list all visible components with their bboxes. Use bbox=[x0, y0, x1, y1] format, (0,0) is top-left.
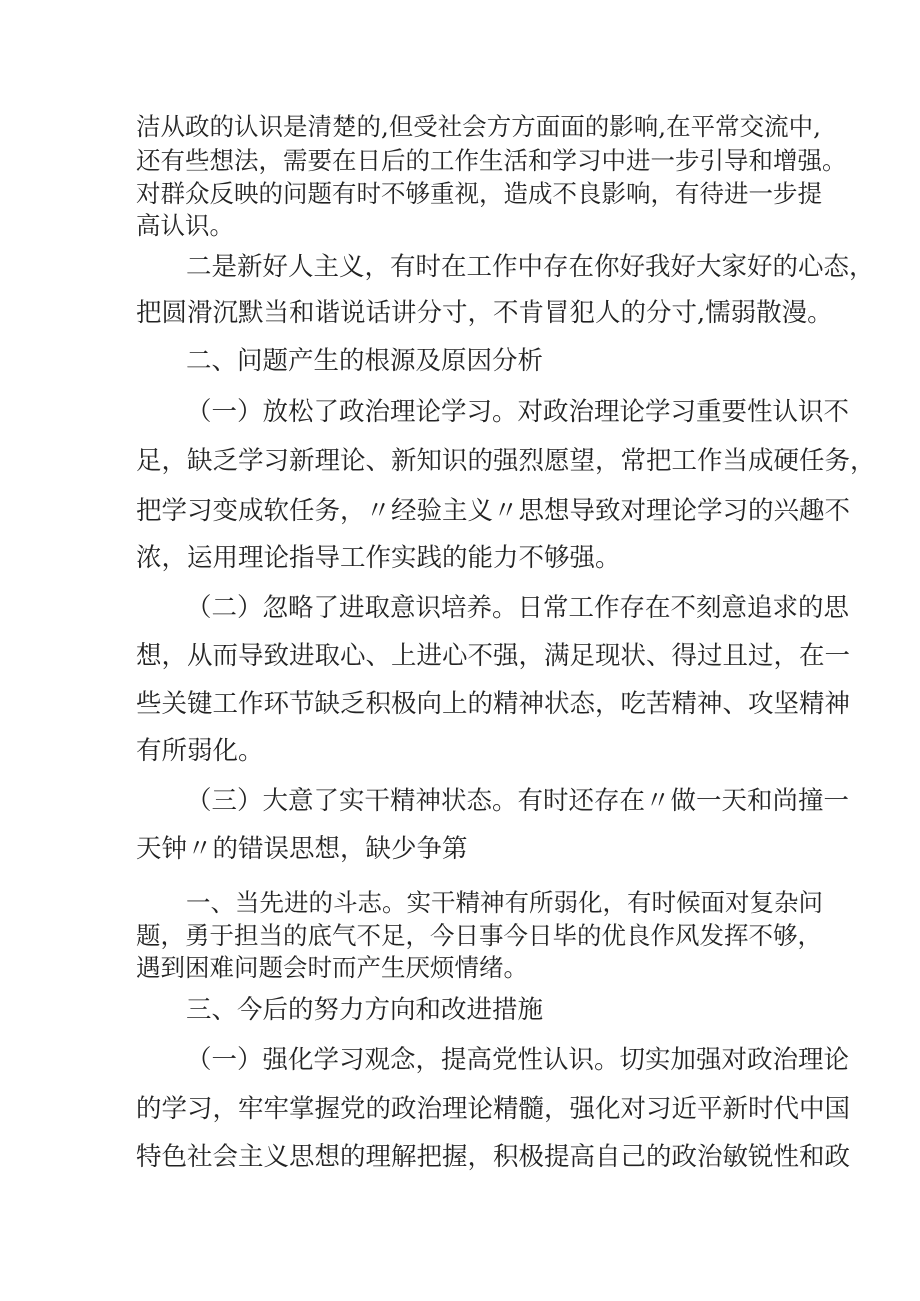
paragraph-line: 些关键工作环节缺乏积极向上的精神状态，吃苦精神、攻坚精神 bbox=[136, 689, 851, 719]
paragraph-line: 有所弱化。 bbox=[136, 736, 264, 766]
paragraph-line: 把学习变成软任务，〃经验主义〃思想导致对理论学习的兴趣不 bbox=[136, 496, 851, 526]
paragraph-line: 还有些想法，需要在日后的工作生活和学习中进一步引导和增强。 bbox=[136, 146, 847, 175]
paragraph-line: （一）强化学习观念，提高党性认识。切实加强对政治理论 bbox=[186, 1045, 850, 1075]
paragraph-line: 遇到困难问题会时而产生厌烦情绪。 bbox=[136, 953, 528, 982]
paragraph-line: 一、当先进的斗志。实干精神有所弱化，有时候面对复杂问 bbox=[186, 888, 823, 917]
paragraph-line: 浓，运用理论指导工作实践的能力不够强。 bbox=[136, 543, 621, 573]
paragraph-line: 足，缺乏学习新理论、新知识的强烈愿望，常把工作当成硬任务， bbox=[136, 446, 876, 476]
paragraph-line: 的学习，牢牢掌握党的政治理论精髓，强化对习近平新时代中国 bbox=[136, 1094, 851, 1124]
paragraph-line: 二是新好人主义，有时在工作中存在你好我好大家好的心态， bbox=[186, 252, 875, 282]
paragraph-line: （二）忽略了进取意识培养。日常工作存在不刻意追求的思 bbox=[186, 593, 850, 623]
section-heading: 三、今后的努力方向和改进措施 bbox=[186, 995, 544, 1025]
paragraph-line: 把圆滑沉默当和谐说话讲分寸，不肯冒犯人的分寸,懦弱散漫。 bbox=[136, 298, 833, 328]
paragraph-line: 对群众反映的问题有时不够重视，造成不良影响，有待进一步提 bbox=[136, 179, 822, 208]
paragraph-line: 高认识。 bbox=[136, 211, 234, 240]
paragraph-line: （一）放松了政治理论学习。对政治理论学习重要性认识不 bbox=[186, 397, 850, 427]
paragraph-line: 天钟〃的错误思想，缺少争第 bbox=[136, 834, 468, 864]
paragraph-line: 特色社会主义思想的理解把握，积极提高自己的政治敏锐性和政 bbox=[136, 1142, 851, 1172]
paragraph-line: （三）大意了实干精神状态。有时还存在〃做一天和尚撞一 bbox=[186, 786, 850, 816]
section-heading: 二、问题产生的根源及原因分析 bbox=[186, 346, 544, 376]
paragraph-line: 洁从政的认识是清楚的,但受社会方方面面的影响,在平常交流中, bbox=[136, 112, 821, 141]
paragraph-line: 题，勇于担当的底气不足，今日事今日毕的优良作风发挥不够， bbox=[136, 921, 822, 950]
paragraph-line: 想，从而导致进取心、上进心不强，满足现状、得过且过，在一 bbox=[136, 641, 851, 671]
